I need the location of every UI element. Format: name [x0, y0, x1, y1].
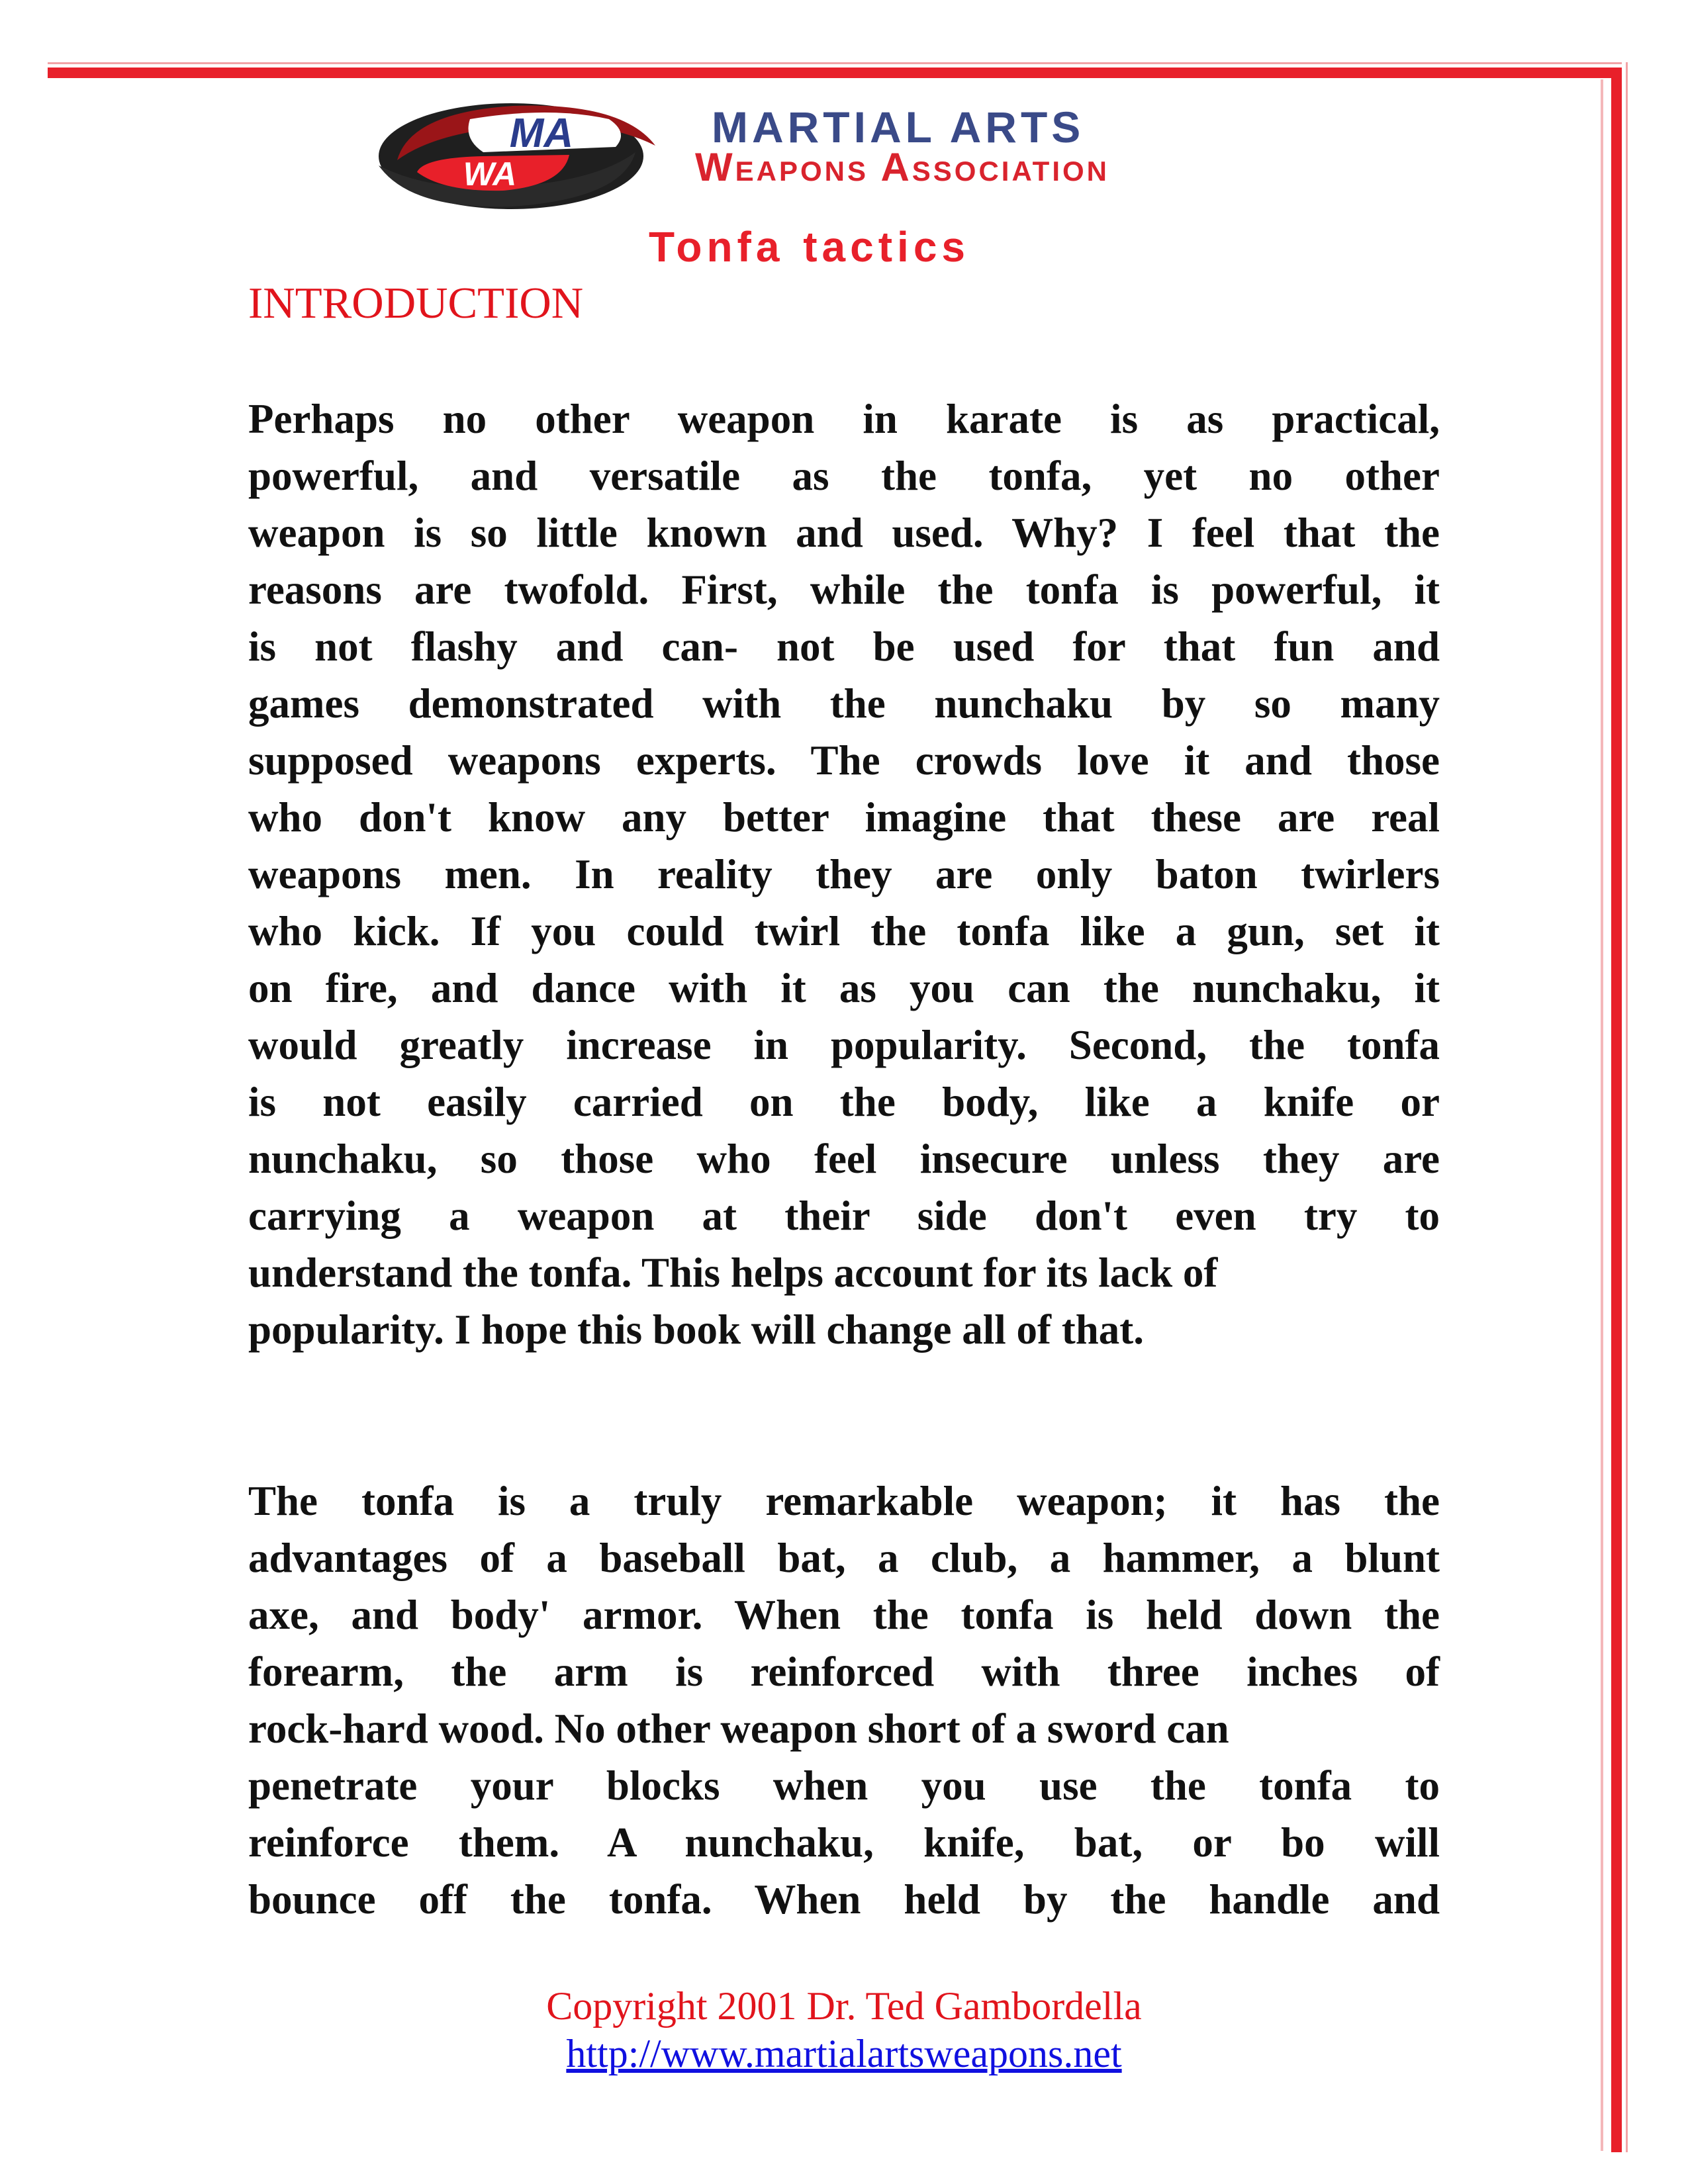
text-line: axe, and body' armor. When the tonfa is held down the	[248, 1592, 1440, 1638]
text-line: who don't know any better imagine that these are real	[248, 794, 1440, 841]
text-line: reasons are twofold. First, while the tonfa is powerful, it	[248, 567, 1440, 613]
text-line: carrying a weapon at their side don't even try to	[248, 1193, 1440, 1239]
text-line: bounce off the tonfa. When held by the handle and	[248, 1876, 1440, 1923]
text-line: The tonfa is a truly remarkable weapon; it has the	[248, 1478, 1440, 1524]
page-footer	[0, 1982, 1688, 2077]
text-line: would greatly increase in popularity. Second, the tonfa	[248, 1022, 1440, 1068]
text-line: understand the tonfa. This helps account for its lack of	[248, 1250, 1218, 1296]
text-line: supposed weapons experts. The crowds love it and those	[248, 737, 1440, 784]
document-title: Tonfa tactics	[649, 223, 970, 271]
text-line: is not flashy and can- not be used for that fun and	[248, 623, 1440, 670]
text-line: rock-hard wood. No other weapon short of a sword can	[248, 1706, 1229, 1752]
section-heading: INTRODUCTION	[248, 279, 584, 328]
emblem-bottom-text: WA	[463, 156, 517, 193]
logo-line2: Weapons Association	[695, 145, 1110, 189]
text-line: advantages of a baseball bat, a club, a hammer, a blunt	[248, 1535, 1440, 1581]
text-line: who kick. If you could twirl the tonfa like a gun, set it	[248, 908, 1440, 954]
page-border-right-thin	[1626, 62, 1628, 2152]
paragraph-2	[248, 1473, 1440, 1928]
text-line: reinforce them. A nunchaku, knife, bat, or bo will	[248, 1819, 1440, 1866]
text-line: forearm, the arm is reinforced with three inches of	[248, 1649, 1440, 1695]
text-line: nunchaku, so those who feel insecure unless they are	[248, 1136, 1440, 1182]
page-border-right	[1611, 68, 1622, 2152]
text-line: weapon is so little known and used. Why? I feel that the	[248, 510, 1440, 556]
page-border-right-inner	[1601, 79, 1603, 2151]
text-line: Perhaps no other weapon in karate is as practical,	[248, 396, 1440, 442]
page-border-top	[48, 68, 1622, 78]
text-line: is not easily carried on the body, like a knife or	[248, 1079, 1440, 1125]
text-line: weapons men. In reality they are only baton twirlers	[248, 851, 1440, 897]
text-line: powerful, and versatile as the tonfa, yet no other	[248, 453, 1440, 499]
yin-yang-emblem-icon	[371, 99, 682, 212]
text-line: popularity. I hope this book will change all of that.	[248, 1306, 1144, 1353]
mawa-logo	[371, 99, 1324, 212]
website-link[interactable]: http://www.martialartsweapons.net	[566, 2032, 1122, 2075]
text-line: on fire, and dance with it as you can the nunchaku, it	[248, 965, 1440, 1011]
page-border-top-thin	[48, 62, 1622, 64]
paragraph-1	[248, 390, 1440, 1358]
text-line: games demonstrated with the nunchaku by so many	[248, 680, 1440, 727]
text-line: penetrate your blocks when you use the tonfa to	[248, 1762, 1440, 1809]
logo-line1: MARTIAL ARTS	[712, 103, 1085, 152]
emblem-top-text: MA	[509, 111, 574, 156]
copyright-notice: Copyright 2001 Dr. Ted Gambordella	[546, 1984, 1142, 2028]
